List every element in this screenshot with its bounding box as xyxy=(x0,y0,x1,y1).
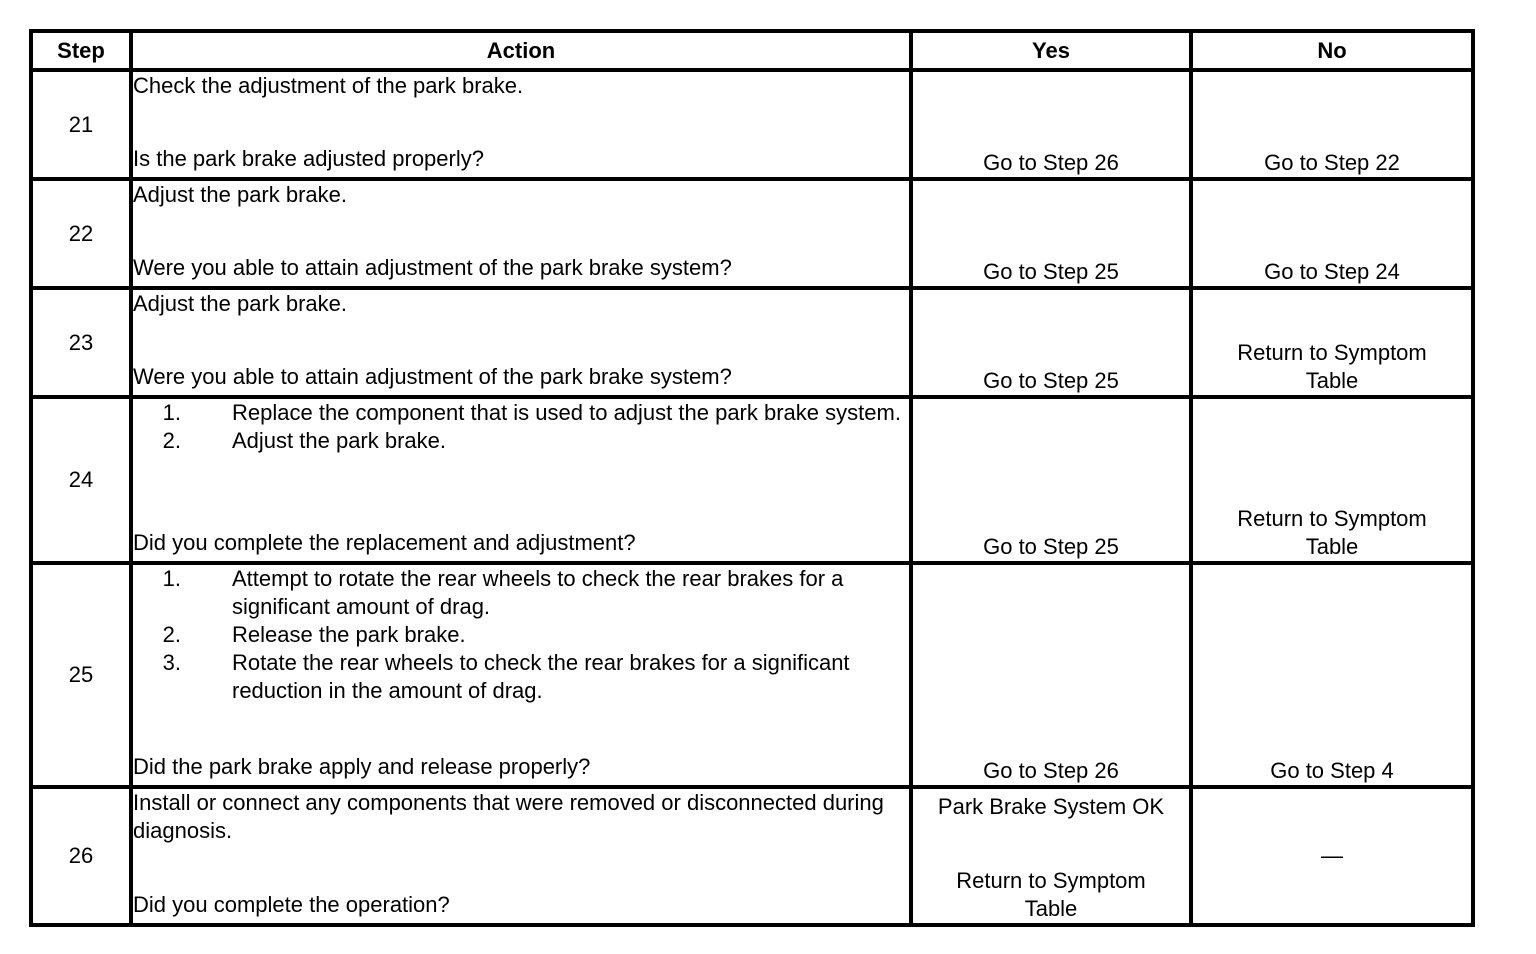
step-number: 25 xyxy=(31,563,131,787)
list-number: 2. xyxy=(162,622,181,647)
no-result: Go to Step 24 xyxy=(1191,179,1473,288)
action-question: Did you complete the operation? xyxy=(133,892,450,917)
table-row xyxy=(31,563,1473,787)
list-number: 1. xyxy=(162,566,181,591)
diagnostic-table xyxy=(29,29,1475,927)
action-cell xyxy=(131,288,911,397)
action-question: Is the park brake adjusted properly? xyxy=(133,146,484,171)
yes-result: Go to Step 25 xyxy=(911,288,1191,397)
header-row xyxy=(31,31,1473,70)
no-result xyxy=(1191,288,1473,397)
header-no: No xyxy=(1191,31,1473,70)
yes-result-ok: Park Brake System OK xyxy=(937,794,1165,819)
step-number: 23 xyxy=(31,288,131,397)
action-question: Were you able to attain adjustment of the park brake system? xyxy=(133,255,732,280)
list-text: Release the park brake. xyxy=(232,622,466,647)
action-text: Check the adjustment of the park brake. xyxy=(133,73,524,98)
yes-result: Return to Symptom Table xyxy=(956,868,1146,921)
list-text: Adjust the park brake. xyxy=(232,428,447,453)
no-result-text: Return to Symptom Table xyxy=(1237,506,1427,559)
step-number: 26 xyxy=(31,787,131,925)
action-cell xyxy=(131,787,911,925)
action-text: Adjust the park brake. xyxy=(133,291,348,316)
no-result: Go to Step 22 xyxy=(1191,70,1473,179)
list-item xyxy=(133,565,909,621)
action-text: Adjust the park brake. xyxy=(133,182,348,207)
action-question: Did the park brake apply and release properly? xyxy=(133,754,591,779)
list-item xyxy=(133,649,909,705)
no-result-dash: — xyxy=(1191,787,1473,925)
yes-cell xyxy=(911,787,1191,925)
header-yes: Yes xyxy=(911,31,1191,70)
list-number: 2. xyxy=(162,428,181,453)
yes-result: Go to Step 25 xyxy=(911,179,1191,288)
action-question: Were you able to attain adjustment of the park brake system? xyxy=(133,364,732,389)
list-number: 3. xyxy=(162,650,181,675)
step-number: 24 xyxy=(31,397,131,563)
action-text: Install or connect any components that were removed or disconnected during diagnosis. xyxy=(133,790,884,843)
step-number: 21 xyxy=(31,70,131,179)
action-cell xyxy=(131,70,911,179)
table-row xyxy=(31,288,1473,397)
header-action: Action xyxy=(131,31,911,70)
list-text: Rotate the rear wheels to check the rear brakes for a significant reduction in the amount of drag. xyxy=(232,650,850,703)
list-number: 1. xyxy=(162,400,181,425)
table-row xyxy=(31,179,1473,288)
table-row xyxy=(31,787,1473,925)
table-row xyxy=(31,397,1473,563)
yes-result: Go to Step 26 xyxy=(911,70,1191,179)
list-text: Replace the component that is used to adjust the park brake system. xyxy=(232,400,901,425)
action-question: Did you complete the replacement and adjustment? xyxy=(133,530,636,555)
list-item xyxy=(133,621,909,649)
action-cell xyxy=(131,179,911,288)
action-steps xyxy=(133,399,909,455)
no-result-text: Return to Symptom Table xyxy=(1237,340,1427,393)
no-result: Go to Step 4 xyxy=(1191,563,1473,787)
list-item xyxy=(133,399,909,427)
no-result xyxy=(1191,397,1473,563)
list-item xyxy=(133,427,909,455)
action-cell xyxy=(131,563,911,787)
table-row xyxy=(31,70,1473,179)
header-step: Step xyxy=(31,31,131,70)
list-text: Attempt to rotate the rear wheels to check the rear brakes for a significant amount of drag. xyxy=(232,566,844,619)
action-steps xyxy=(133,565,909,705)
yes-result: Go to Step 25 xyxy=(911,397,1191,563)
yes-result: Go to Step 26 xyxy=(911,563,1191,787)
step-number: 22 xyxy=(31,179,131,288)
action-cell xyxy=(131,397,911,563)
